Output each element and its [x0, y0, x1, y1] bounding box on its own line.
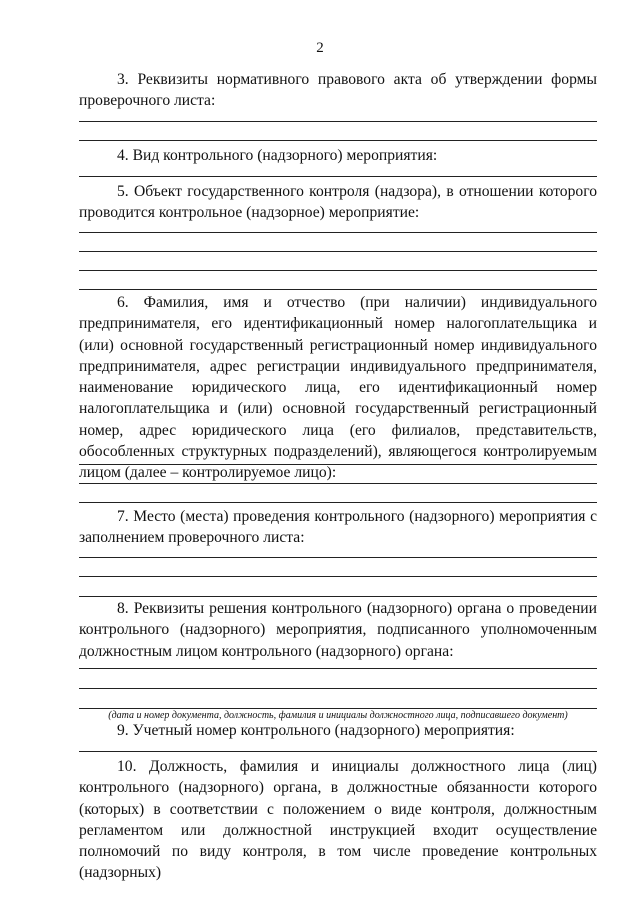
- fill-line: [79, 251, 597, 252]
- item-9-text: 9. Учетный номер контрольного (надзорного) мероприятия:: [117, 722, 515, 739]
- fill-line: [79, 464, 597, 465]
- fill-line: [79, 289, 597, 290]
- item-8-caption: (дата и номер документа, должность, фамилия и инициалы должностного лица, подписавшего документ): [108, 710, 568, 721]
- item-8-text: 8. Реквизиты решения контрольного (надзорного) органа о проведении контрольного (надзорного) мероприятия, подписанного уполномоченным должностным лицом контрольного (надзорного) органа:: [79, 600, 597, 660]
- item-3-text: 3. Реквизиты нормативного правового акта об утверждении формы проверочного листа:: [79, 71, 597, 110]
- fill-line: [79, 502, 597, 503]
- item-4-text: 4. Вид контрольного (надзорного) мероприятия:: [117, 147, 438, 164]
- page-number: 2: [316, 40, 324, 56]
- fill-line: [79, 751, 597, 752]
- fill-line: [79, 232, 597, 233]
- item-6-text: 6. Фамилия, имя и отчество (при наличии) индивидуального предпринимателя, его идентификационный номер налогоплательщика и (или) основной государственный регистрационный номер индивидуального предпринимателя, адрес регистрации индивидуального предпринимателя, наименование юридического лица, его идентификационный номер налогоплательщика и (или) основной государственный регистрационный номер, адрес юридического лица (его филиалов, представительств, обособленных структурных подразделений), являющегося контролируемым лицом (далее – контролируемое лицо):: [79, 294, 597, 482]
- fill-line: [79, 140, 597, 141]
- fill-line: [79, 483, 597, 484]
- fill-line: [79, 596, 597, 597]
- fill-line: [79, 121, 597, 122]
- item-10-text: 10. Должность, фамилия и инициалы должностного лица (лиц) контрольного (надзорного) органа, в должностные обязанности которого (которых) в соответствии с положением о виде контроля, должностным регламентом или должностной инструкцией входит осуществление полномочий по виду контроля, в том числе проведение контрольных (надзорных): [79, 758, 597, 882]
- fill-line: [79, 688, 597, 689]
- fill-line: [79, 668, 597, 669]
- fill-line: [79, 270, 597, 271]
- fill-line: [79, 708, 597, 709]
- fill-line: [79, 557, 597, 558]
- item-7-text: 7. Место (места) проведения контрольного (надзорного) мероприятия с заполнением проверочного листа:: [79, 508, 597, 547]
- fill-line: [79, 576, 597, 577]
- fill-line: [79, 176, 597, 177]
- item-5-text: 5. Объект государственного контроля (надзора), в отношении которого проводится контрольное (надзорное) мероприятие:: [79, 183, 597, 222]
